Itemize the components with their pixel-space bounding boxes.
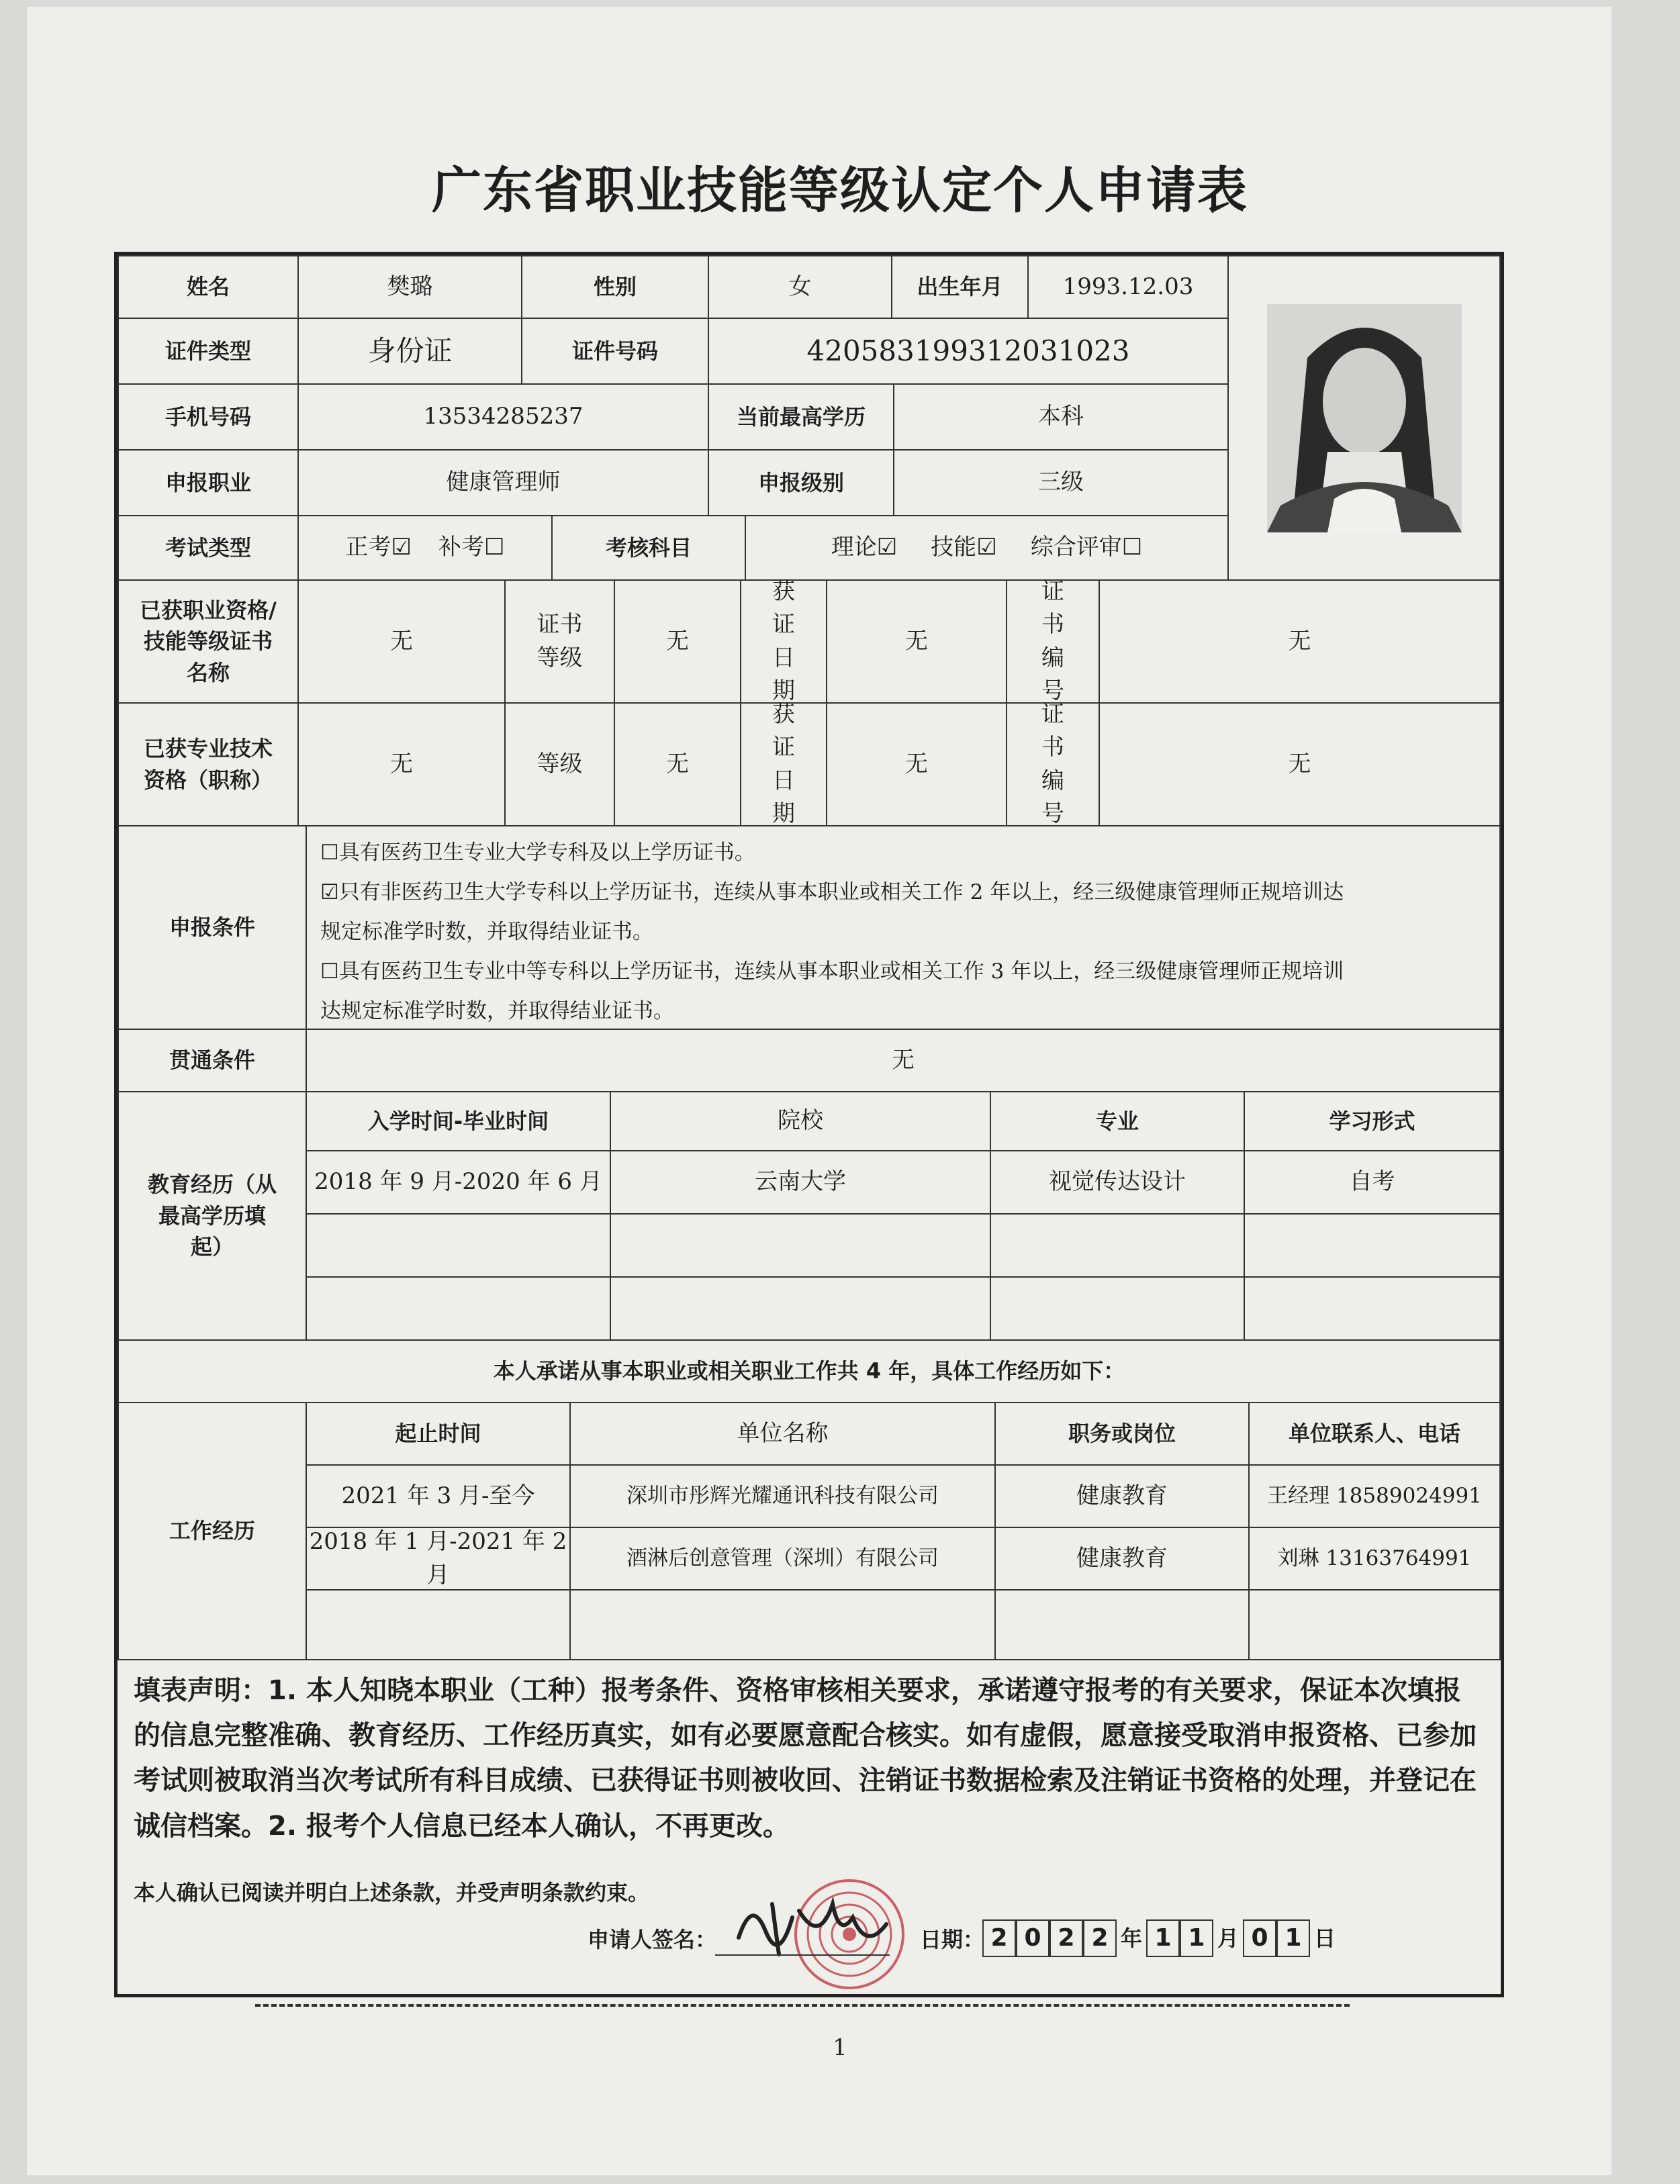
label-birth: 出生年月 — [891, 255, 1029, 319]
work-header-company: 单位名称 — [569, 1402, 996, 1466]
value-qual2-level: 无 — [614, 702, 741, 826]
dashed-separator — [255, 2004, 1350, 2007]
edu-row-1-school: 云南大学 — [610, 1150, 991, 1215]
value-qual1-date: 无 — [826, 579, 1007, 704]
edu-row-3-school — [610, 1276, 991, 1341]
value-birth: 1993.12.03 — [1027, 255, 1229, 319]
value-qual2-no: 无 — [1099, 702, 1501, 826]
value-name: 樊璐 — [297, 255, 522, 319]
date-year-digit-1: 2 — [982, 1919, 1016, 1957]
label-exam-type: 考试类型 — [118, 515, 299, 581]
value-gender: 女 — [708, 255, 892, 319]
label-level: 申报级别 — [708, 449, 894, 516]
edu-row-2-school — [610, 1213, 991, 1278]
label-id-number: 证件号码 — [521, 318, 709, 385]
work-promise: 本人承诺从事本职业或相关职业工作共 4 年，具体工作经历如下： — [118, 1339, 1501, 1403]
declaration-text: 填表声明：1. 本人知晓本职业（工种）报考条件、资格审核相关要求，承诺遵守报考的有关要求，保证本次填报的信息完整准确、教育经历、工作经历真实，如有必要愿意配合核实。如有虚假，愿意接受取消申报资格、已参加考试则被取消当次考试所有科目成绩、已获得证书则被收回、注销证书数据检索及注销证书资格的处理，并登记在诚信档案。2. 报考个人信息已经本人确认，不再更改。 — [134, 1675, 1477, 1842]
date-day-digit-2: 1 — [1276, 1919, 1310, 1957]
edu-row-3-period — [306, 1276, 611, 1341]
condition-2[interactable]: ☑只有非医药卫生大学专科以上学历证书，连续从事本职业或相关工作 2 年以上，经三级健康管理师正规培训达 — [320, 880, 1344, 904]
work-row-2-company: 酒淋后创意管理（深圳）有限公司 — [569, 1527, 996, 1590]
checkbox-theory[interactable]: 理论☑ — [831, 534, 898, 561]
work-row-1-position: 健康教育 — [994, 1464, 1250, 1528]
condition-3-cont: 达规定标准学时数，并取得结业证书。 — [320, 998, 674, 1023]
work-row-1-company: 深圳市彤辉光耀通讯科技有限公司 — [569, 1464, 996, 1528]
subject-options — [745, 515, 1229, 581]
condition-1[interactable]: ☐具有医药卫生专业大学专科及以上学历证书。 — [320, 841, 755, 865]
checkbox-skill[interactable]: 技能☑ — [931, 534, 997, 561]
work-row-2-period: 2018 年 1 月-2021 年 2 月 — [306, 1527, 571, 1590]
signature-date — [982, 1919, 1340, 1957]
date-month-digit-2: 1 — [1180, 1919, 1213, 1957]
date-label: 日期： — [920, 1927, 985, 1952]
work-row-2-contact: 刘琳 13163764991 — [1248, 1527, 1501, 1590]
work-header-period: 起止时间 — [306, 1402, 571, 1466]
edu-row-1-period: 2018 年 9 月-2020 年 6 月 — [306, 1150, 611, 1215]
checkbox-makeup-exam[interactable]: 补考☐ — [438, 534, 505, 561]
date-day-unit: 日 — [1314, 1925, 1336, 1951]
date-year-unit: 年 — [1121, 1925, 1143, 1951]
label-work-history: 工作经历 — [118, 1402, 307, 1660]
edu-header-mode: 学习形式 — [1244, 1091, 1501, 1151]
label-phone: 手机号码 — [118, 383, 299, 450]
value-level: 三级 — [893, 449, 1229, 516]
applicant-photo — [1267, 304, 1462, 532]
label-conditions: 申报条件 — [118, 825, 307, 1030]
label-date-obtained-2: 获证日期 — [740, 702, 827, 826]
work-header-position: 职务或岗位 — [994, 1402, 1250, 1466]
application-form — [114, 252, 1504, 1997]
page-number: 1 — [833, 2034, 847, 2061]
form-title: 广东省职业技能等级认定个人申请表 — [432, 162, 1248, 220]
work-row-3-contact — [1248, 1589, 1501, 1660]
label-cert-level: 证书等级 — [504, 579, 615, 704]
value-qual2-name: 无 — [297, 702, 506, 826]
label-cert-no-2: 证书编号 — [1006, 702, 1100, 826]
date-month-unit: 月 — [1217, 1925, 1240, 1951]
label-education: 当前最高学历 — [708, 383, 894, 450]
label-education-history: 教育经历（从最高学历填起） — [118, 1091, 307, 1341]
work-header-contact: 单位联系人、电话 — [1248, 1402, 1501, 1466]
label-grade: 等级 — [504, 702, 615, 826]
value-qual1-name: 无 — [297, 579, 506, 704]
value-id-type: 身份证 — [297, 318, 522, 385]
label-subjects: 考核科目 — [551, 515, 746, 581]
edu-row-2-period — [306, 1213, 611, 1278]
value-education: 本科 — [893, 383, 1229, 450]
label-professional-title: 已获专业技术资格（职称） — [118, 702, 299, 826]
work-row-2-position: 健康教育 — [994, 1527, 1250, 1590]
value-id-number: 420583199312031023 — [708, 318, 1229, 385]
date-day-digit-1: 0 — [1243, 1919, 1276, 1957]
edu-row-1-mode: 自考 — [1244, 1150, 1501, 1215]
date-year-digit-2: 0 — [1016, 1919, 1049, 1957]
value-occupation: 健康管理师 — [297, 449, 709, 516]
handwritten-signature — [732, 1891, 900, 1964]
work-row-1-period: 2021 年 3 月-至今 — [306, 1464, 571, 1528]
label-occupation: 申报职业 — [118, 449, 299, 516]
edu-header-period: 入学时间-毕业时间 — [306, 1091, 611, 1151]
date-year-digit-4: 2 — [1083, 1919, 1117, 1957]
date-year-digit-3: 2 — [1049, 1919, 1083, 1957]
signature-line — [715, 1954, 890, 1956]
checkbox-review[interactable]: 综合评审☐ — [1030, 534, 1143, 561]
edu-row-3-major — [990, 1276, 1245, 1341]
work-row-3-period — [306, 1589, 571, 1660]
edu-row-2-major — [990, 1213, 1245, 1278]
label-date-obtained: 获证日期 — [740, 579, 827, 704]
work-row-3-company — [569, 1589, 996, 1660]
condition-3[interactable]: ☐具有医药卫生专业中等专科以上学历证书，连续从事本职业或相关工作 3 年以上，经三级健康管理师正规培训 — [320, 959, 1344, 984]
value-qual2-date: 无 — [826, 702, 1007, 826]
checkbox-regular-exam[interactable]: 正考☑ — [345, 534, 412, 561]
conditions-list — [306, 825, 1501, 1030]
value-phone: 13534285237 — [297, 383, 709, 450]
work-row-1-contact: 王经理 18589024991 — [1248, 1464, 1501, 1528]
exam-type-options — [297, 515, 553, 581]
label-qualification: 已获职业资格/技能等级证书名称 — [118, 579, 299, 704]
edu-row-2-mode — [1244, 1213, 1501, 1278]
photo-cell — [1227, 255, 1501, 581]
label-cert-no: 证书编号 — [1006, 579, 1100, 704]
condition-2-cont: 规定标准学时数，并取得结业证书。 — [320, 919, 653, 944]
edu-header-major: 专业 — [990, 1091, 1245, 1151]
label-gender: 性别 — [521, 255, 709, 319]
value-qual1-no: 无 — [1099, 579, 1501, 704]
label-id-type: 证件类型 — [118, 318, 299, 385]
label-pass-through: 贯通条件 — [118, 1029, 307, 1092]
edu-row-1-major: 视觉传达设计 — [990, 1150, 1245, 1215]
edu-header-school: 院校 — [610, 1091, 991, 1151]
label-name: 姓名 — [118, 255, 299, 319]
confirm-statement: 本人确认已阅读并明白上述条款，并受声明条款约束。 — [134, 1880, 650, 1905]
value-pass-through: 无 — [306, 1029, 1501, 1092]
declaration-section — [118, 1659, 1501, 1994]
edu-row-3-mode — [1244, 1276, 1501, 1341]
date-month-digit-1: 1 — [1146, 1919, 1180, 1957]
signature-label: 申请人签名： — [588, 1927, 717, 1952]
value-qual1-level: 无 — [614, 579, 741, 704]
work-row-3-position — [994, 1589, 1250, 1660]
